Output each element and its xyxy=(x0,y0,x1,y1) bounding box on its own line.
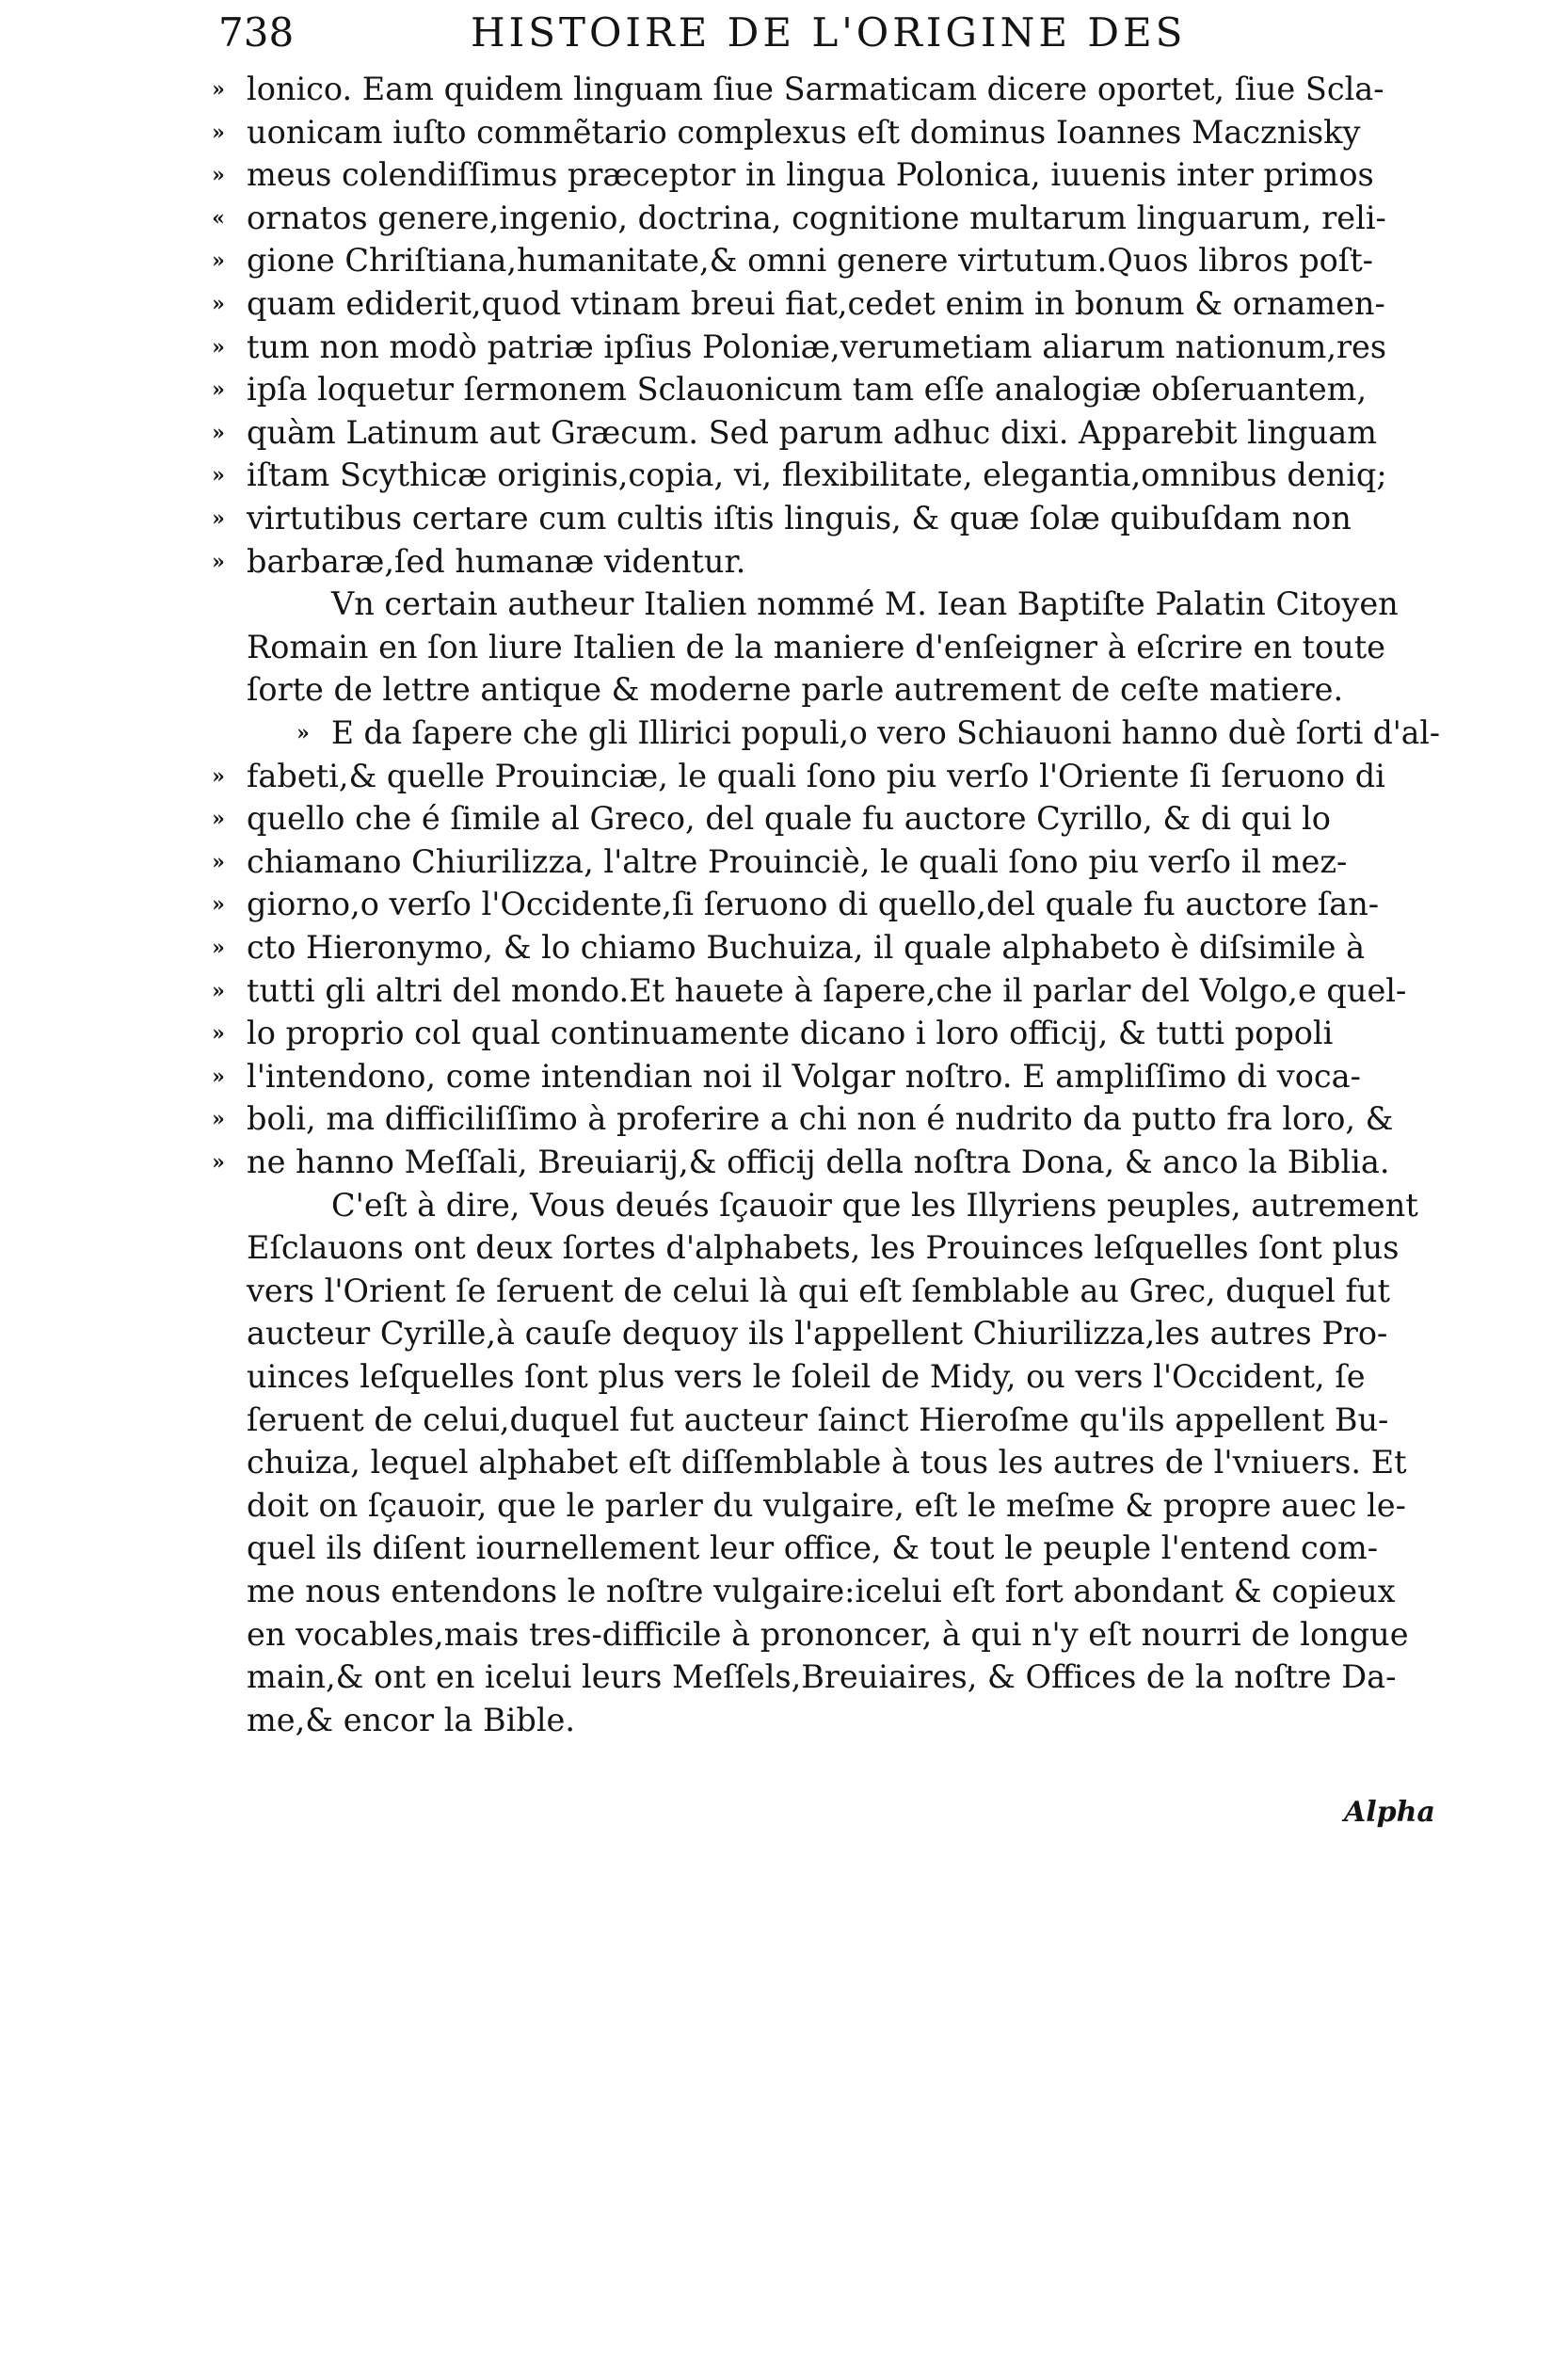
line-text: tum non modò patriæ ipſius Poloniæ,verumetiam aliarum nationum,res xyxy=(247,328,1387,365)
line-text: en vocables,mais tres-difficile à prononcer, à qui n'y eſt nourri de longue xyxy=(247,1615,1409,1653)
line-text: cto Hieronymo, & lo chiamo Buchuiza, il quale alphabeto è diſsimile à xyxy=(247,929,1366,966)
text-line xyxy=(296,712,1462,755)
line-text: uonicam iuſto commẽtario complexus eſt dominus Ioannes Macznisky xyxy=(247,113,1361,151)
line-text: quam ediderit,quod vtinam breui fiat,cedet enim in bonum & ornamen- xyxy=(247,285,1385,322)
text-line xyxy=(247,1699,575,1742)
line-text: boli, ma difficiliſſimo à proferire a chi non é nudrito da putto fra loro, & xyxy=(247,1100,1394,1138)
running-head xyxy=(218,9,1272,56)
text-line xyxy=(212,326,1387,369)
line-text: l'intendono, come intendian noi il Volgar noſtro. E ampliſſimo di voca- xyxy=(247,1057,1361,1095)
text-line xyxy=(247,1570,1396,1613)
quotation-marker: » xyxy=(212,420,225,445)
quotation-marker: » xyxy=(212,1150,225,1175)
line-text: ipſa loquetur ſermonem Sclauonicum tam eſſe analogiæ obſeruantem, xyxy=(247,371,1368,408)
text-line xyxy=(212,883,1380,926)
line-text: C'eſt à dire, Vous deués ſçauoir que les Illyriens peuples, autrement xyxy=(331,1186,1418,1224)
quotation-marker: » xyxy=(212,77,225,102)
quotation-marker: » xyxy=(212,549,225,574)
text-line xyxy=(212,111,1361,154)
line-text: lo proprio col qual continuamente dicano i loro officij, & tutti popoli xyxy=(247,1015,1334,1052)
line-text: main,& ont en icelui leurs Meſſels,Breuiaires, & Offices de la noſtre Da- xyxy=(247,1658,1397,1696)
line-text: ſorte de lettre antique & moderne parle autrement de ceſte matiere. xyxy=(247,671,1344,709)
line-text: aucteur Cyrille,à cauſe dequoy ils l'appellent Chiurilizza,les autres Pro- xyxy=(247,1315,1388,1353)
text-line xyxy=(212,1012,1334,1055)
quotation-marker: » xyxy=(212,334,225,360)
quotation-marker: » xyxy=(212,1107,225,1132)
text-line xyxy=(212,840,1348,884)
catchword: Alpha xyxy=(1344,1796,1435,1829)
text-line xyxy=(212,540,746,584)
text-line xyxy=(212,68,1384,111)
quotation-marker: » xyxy=(212,807,225,832)
line-text: virtutibus certare cum cultis iſtis linguis, & quæ ſolæ quibuſdam non xyxy=(247,500,1352,536)
text-line xyxy=(212,368,1368,411)
text-line xyxy=(212,197,1386,240)
text-line xyxy=(331,1184,1418,1227)
text-line xyxy=(247,1226,1399,1270)
quotation-marker: » xyxy=(212,292,225,316)
text-line xyxy=(212,797,1331,840)
running-title: HISTOIRE DE L'ORIGINE DES xyxy=(471,9,1187,56)
text-line xyxy=(247,668,1343,712)
quotation-marker: « xyxy=(212,205,225,231)
line-text: quello che é ſimile al Greco, del quale fu auctore Cyrillo, & di qui lo xyxy=(247,800,1331,838)
text-line xyxy=(212,239,1373,282)
quotation-marker: » xyxy=(212,463,225,488)
quotation-marker: » xyxy=(212,849,225,874)
line-text: ſeruent de celui,duquel fut aucteur ſainct Hieroſme qu'ils appellent Bu- xyxy=(247,1401,1389,1438)
text-line xyxy=(247,626,1385,669)
text-line xyxy=(212,282,1385,326)
text-line xyxy=(212,926,1366,969)
text-line xyxy=(247,1613,1409,1657)
text-line xyxy=(331,583,1399,626)
quotation-marker: » xyxy=(212,892,225,918)
text-line xyxy=(212,497,1352,540)
text-line xyxy=(247,1441,1407,1484)
text-line xyxy=(212,153,1374,197)
line-text: gione Chriſtiana,humanitate,& omni genere virtutum.Quos libros poſt- xyxy=(247,242,1373,280)
line-text: lonico. Eam quidem linguam ſiue Sarmaticam dicere oportet, ſiue Scla- xyxy=(247,71,1384,107)
line-text: barbaræ,ſed humanæ videntur. xyxy=(247,542,746,580)
line-text: ornatos genere,ingenio, doctrina, cognitione multarum linguarum, reli- xyxy=(247,199,1386,236)
quotation-marker: » xyxy=(212,120,225,145)
line-text: fabeti,& quelle Prouinciæ, le quali ſono piu verſo l'Oriente ſi ſeruono di xyxy=(247,757,1385,794)
line-text: me,& encor la Bible. xyxy=(247,1701,576,1738)
text-line xyxy=(247,1484,1406,1528)
line-text: chiamano Chiurilizza, l'altre Prouinciè, le quali ſono piu verſo il mez- xyxy=(247,842,1348,880)
line-text: quel ils diſent iournellement leur office, & tout le peuple l'entend com- xyxy=(247,1529,1379,1567)
line-text: quàm Latinum aut Græcum. Sed parum adhuc dixi. Apparebit linguam xyxy=(247,413,1377,451)
text-line xyxy=(212,454,1387,497)
line-text: Romain en ſon liure Italien de la maniere d'enſeigner à eſcrire en toute xyxy=(247,628,1386,665)
text-line xyxy=(212,411,1377,455)
line-text: vers l'Orient ſe ſeruent de celui là qui eſt ſemblable au Grec, duquel fut xyxy=(247,1272,1390,1309)
text-line xyxy=(212,1055,1361,1098)
line-text: Eſclauons ont deux ſortes d'alphabets, les Prouinces leſquelles ſont plus xyxy=(247,1229,1400,1267)
text-line xyxy=(212,755,1385,798)
line-text: ne hanno Meſſali, Breuiarij,& officij della noſtra Dona, & anco la Biblia. xyxy=(247,1144,1390,1180)
line-text: giorno,o verſo l'Occidente,ſi ſeruono di quello,del quale fu auctore ſan- xyxy=(247,886,1380,923)
line-text: iſtam Scythicæ originis,copia, vi, flexibilitate, elegantia,omnibus deniq; xyxy=(247,456,1387,494)
quotation-marker: » xyxy=(212,978,225,1003)
line-text: tutti gli altri del mondo.Et hauete à ſapere,che il parlar del Volgo,e quel- xyxy=(247,971,1407,1009)
quotation-marker: » xyxy=(212,506,225,531)
line-text: me nous entendons le noſtre vulgaire:icelui eſt fort abondant & copieux xyxy=(247,1573,1396,1609)
quotation-marker: » xyxy=(212,1064,225,1089)
text-line xyxy=(247,1399,1388,1442)
quotation-marker: » xyxy=(212,763,225,789)
quotation-marker: » xyxy=(212,163,225,188)
line-text: E da ſapere che gli Illirici populi,o vero Schiauoni hanno duè ſorti d'al- xyxy=(331,714,1441,751)
text-line xyxy=(247,1355,1366,1399)
quotation-marker: » xyxy=(212,936,225,960)
page-number: 738 xyxy=(218,9,295,56)
line-text: chuiza, lequel alphabet eſt diſſemblable à tous les autres de l'vniuers. Et xyxy=(247,1444,1407,1481)
line-text: uinces leſquelles ſont plus vers le ſoleil de Midy, ou vers l'Occident, ſe xyxy=(247,1358,1366,1395)
quotation-marker: » xyxy=(212,248,225,274)
text-line xyxy=(247,1270,1390,1313)
quotation-marker: » xyxy=(296,721,310,745)
quotation-marker: » xyxy=(212,377,225,403)
line-text: meus colendiſſimus præceptor in lingua Polonica, iuuenis inter primos xyxy=(247,156,1374,194)
line-text: doit on ſçauoir, que le parler du vulgaire, eſt le meſme & propre auec le- xyxy=(247,1486,1406,1524)
quotation-marker: » xyxy=(212,1021,225,1047)
text-line xyxy=(212,1097,1394,1141)
text-line xyxy=(247,1312,1387,1355)
text-line xyxy=(212,969,1407,1013)
text-line xyxy=(247,1527,1378,1570)
text-line xyxy=(212,1141,1390,1184)
line-text: Vn certain autheur Italien nommé M. Iean Baptiſte Palatin Citoyen xyxy=(331,585,1399,623)
text-line xyxy=(247,1656,1396,1699)
